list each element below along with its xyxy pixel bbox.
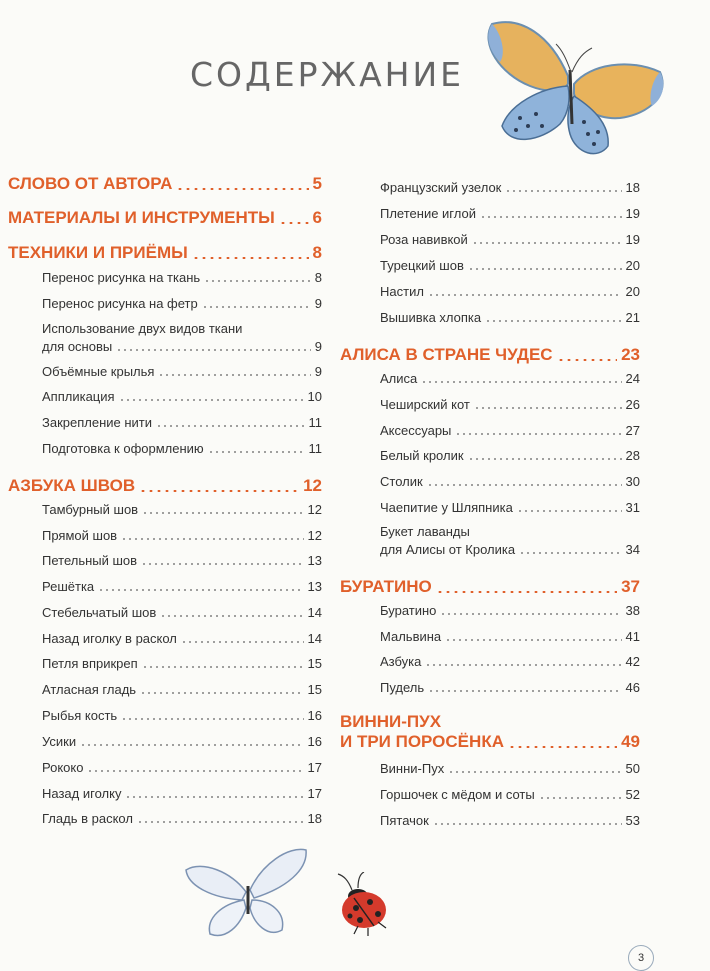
toc-item[interactable]: Пятачок 53 — [380, 813, 640, 828]
toc-item[interactable]: Перенос рисунка на ткань 8 — [42, 270, 322, 285]
toc-section[interactable]: ТЕХНИКИ И ПРИЁМЫ 8 — [8, 243, 322, 262]
toc-item[interactable]: Турецкий шов 20 — [380, 258, 640, 273]
toc-item[interactable]: Плетение иглой 19 — [380, 206, 640, 221]
toc-item[interactable]: Буратино 38 — [380, 603, 640, 618]
toc-item[interactable]: Горшочек с мёдом и соты 52 — [380, 787, 640, 802]
toc-item[interactable]: Петельный шов 13 — [42, 553, 322, 568]
toc-item[interactable]: Мальвина 41 — [380, 629, 640, 644]
toc-section[interactable]: БУРАТИНО 37 — [340, 577, 640, 596]
toc-item[interactable]: Перенос рисунка на фетр 9 — [42, 296, 322, 311]
toc-item[interactable]: Чаепитие у Шляпника 31 — [380, 500, 640, 515]
toc-item[interactable]: Столик 30 — [380, 474, 640, 489]
toc-section[interactable]: АЛИСА В СТРАНЕ ЧУДЕС 23 — [340, 345, 640, 364]
toc-item[interactable]: Прямой шов 12 — [42, 528, 322, 543]
toc-item[interactable]: Решётка 13 — [42, 579, 322, 594]
toc-item[interactable]: Пудель 46 — [380, 680, 640, 695]
toc-item[interactable]: Винни-Пух 50 — [380, 761, 640, 776]
page-number: 3 — [628, 945, 654, 971]
toc-item[interactable]: Подготовка к оформлению 11 — [42, 441, 322, 456]
toc-item[interactable]: Стебельчатый шов 14 — [42, 605, 322, 620]
toc-item[interactable]: Белый кролик 28 — [380, 448, 640, 463]
toc-item[interactable]: Рыбья кость 16 — [42, 708, 322, 723]
toc-section[interactable]: МАТЕРИАЛЫ И ИНСТРУМЕНТЫ 6 — [8, 208, 322, 227]
toc-item[interactable]: Букет лаванды для Алисы от Кролика 34 — [380, 524, 640, 557]
toc-right-column — [340, 0, 662, 964]
toc-item[interactable]: Тамбурный шов 12 — [42, 502, 322, 517]
toc-section[interactable]: СЛОВО ОТ АВТОРА 5 — [8, 174, 322, 193]
toc-item[interactable]: Чеширский кот 26 — [380, 397, 640, 412]
toc-item[interactable]: Закрепление нити 11 — [42, 415, 322, 430]
toc-item[interactable]: Атласная гладь 15 — [42, 682, 322, 697]
toc-item[interactable]: Настил 20 — [380, 284, 640, 299]
toc-item[interactable]: Вышивка хлопка 21 — [380, 310, 640, 325]
toc-item[interactable]: Объёмные крылья 9 — [42, 364, 322, 379]
toc-item[interactable]: Роза навивкой 19 — [380, 232, 640, 247]
toc-item[interactable]: Аксессуары 27 — [380, 423, 640, 438]
toc-section[interactable]: ВИННИ-ПУХ И ТРИ ПОРОСЁНКА 49 — [340, 712, 640, 751]
toc-item[interactable]: Петля вприкреп 15 — [42, 656, 322, 671]
toc-left-column — [8, 0, 322, 964]
toc-item[interactable]: Азбука 42 — [380, 654, 640, 669]
toc-item[interactable]: Назад иголку 17 — [42, 786, 322, 801]
toc-section[interactable]: АЗБУКА ШВОВ 12 — [8, 476, 322, 495]
toc-item[interactable]: Рококо 17 — [42, 760, 322, 775]
page-title: СОДЕРЖАНИЕ — [190, 55, 465, 94]
toc-item[interactable]: Назад иголку в раскол 14 — [42, 631, 322, 646]
toc-item[interactable]: Гладь в раскол 18 — [42, 811, 322, 826]
toc-item[interactable]: Французский узелок 18 — [380, 180, 640, 195]
toc-item[interactable]: Алиса 24 — [380, 371, 640, 386]
toc-item[interactable]: Аппликация 10 — [42, 389, 322, 404]
toc-item[interactable]: Использование двух видов ткани для основы 9 — [42, 321, 322, 354]
toc-item[interactable]: Усики 16 — [42, 734, 322, 749]
